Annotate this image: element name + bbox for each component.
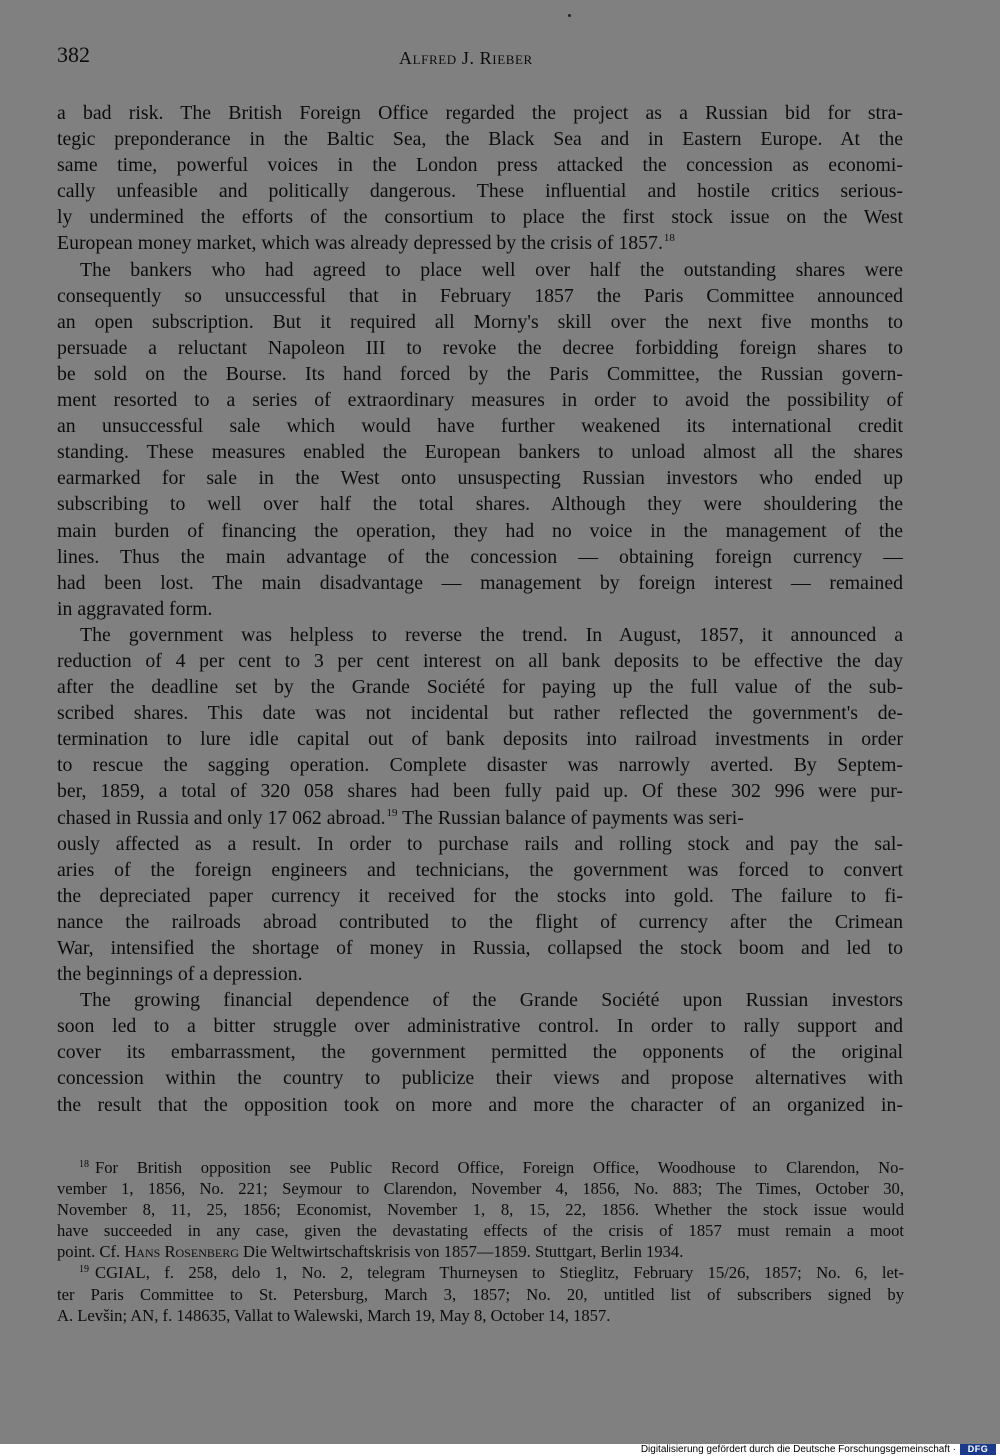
body-line: be sold on the Bourse. Its hand forced by the Paris Committee, the Russian govern- <box>57 362 903 385</box>
footnotes <box>57 1157 904 1326</box>
body-line: standing. These measures enabled the European bankers to unload almost all the shares <box>57 441 903 464</box>
body-line: lines. Thus the main advantage of the concession — obtaining foreign currency — <box>57 545 903 568</box>
body-line-text: European money market, which was already depressed by the crisis of 1857. <box>57 232 663 255</box>
footnote-19-line: ter Paris Committee to St. Petersburg, March 3, 1857; No. 20, untitled list of subscribers signed by <box>57 1284 904 1304</box>
body-line: main burden of financing the operation, they had no voice in the management of the <box>57 519 903 542</box>
footnote-text: point. Cf. <box>57 1242 125 1262</box>
body-line: had been lost. The main disadvantage — management by foreign interest — remained <box>57 571 903 594</box>
digitization-credit: Digitalisierung gefördert durch die Deutsche Forschungsgemeinschaft · <box>640 1444 956 1455</box>
body-line: the beginnings of a depression. <box>57 963 303 986</box>
footnote-number: 18 <box>79 1159 89 1170</box>
body-line: ously affected as a result. In order to purchase rails and rolling stock and pay the sal- <box>57 832 903 855</box>
running-head-author: Alfred J. Rieber <box>399 48 533 68</box>
body-line: ly undermined the efforts of the consortium to place the first stock issue on the West <box>57 206 903 229</box>
body-line: ment resorted to a series of extraordinary measures in order to avoid the possibility of <box>57 389 903 412</box>
body-line <box>57 230 903 256</box>
body-line-text: The Russian balance of payments was seri- <box>397 806 744 829</box>
body-line: War, intensified the shortage of money in Russia, collapsed the stock boom and led to <box>57 937 903 959</box>
body-line: scribed shares. This date was not incidental but rather reflected the government's de- <box>57 702 903 725</box>
footnote-ref-19: 19 <box>386 806 398 819</box>
footnote-19-line: A. Levšin; AN, f. 148635, Vallat to Walewski, March 19, May 8, October 14, 1857. <box>57 1305 611 1325</box>
body-line: soon led to a bitter struggle over administrative control. In order to rally support and <box>57 1015 903 1038</box>
body-line: consequently so unsuccessful that in February 1857 the Paris Committee announced <box>57 284 903 307</box>
body-line: tegic preponderance in the Baltic Sea, the Black Sea and in Eastern Europe. At the <box>57 128 903 151</box>
body-line: to rescue the sagging operation. Complete disaster was narrowly averted. By Septem- <box>57 754 903 777</box>
body-line: the result that the opposition took on more and more the character of an organized in- <box>57 1093 903 1116</box>
footnote-19-line <box>57 1262 904 1283</box>
body-line: a bad risk. The British Foreign Office regarded the project as a Russian bid for stra- <box>57 102 903 124</box>
footnote-text: For British opposition see Public Record Office, Foreign Office, Woodhouse to Clarendon, No- <box>95 1158 904 1177</box>
body-line: subscribing to well over half the total shares. Although they were shouldering the <box>57 493 903 516</box>
body-line: The growing financial dependence of the Grande Société upon Russian investors <box>80 989 903 1012</box>
footnote-18-line: November 8, 11, 25, 1856; Economist, November 1, 8, 15, 22, 1856. Whether the stock issue would <box>57 1200 904 1220</box>
body-line: an unsuccessful sale which would have further weakened its international credit <box>57 415 903 438</box>
body-line <box>57 805 903 831</box>
footnote-18-line <box>57 1157 904 1178</box>
body-line: earmarked for sale in the West onto unsuspecting Russian investors who ended up <box>57 467 903 490</box>
body-line: cally unfeasible and politically dangerous. These influential and hostile critics serious- <box>57 180 903 203</box>
footnote-18-line: have succeeded in any case, given the devastating effects of the crisis of 1857 must remain a moot <box>57 1221 904 1241</box>
scan-speck <box>568 14 571 17</box>
body-line: reduction of 4 per cent to 3 per cent interest on all bank deposits to be effective the day <box>57 649 903 672</box>
body-line: cover its embarrassment, the government permitted the opponents of the original <box>57 1041 903 1064</box>
body-line: aries of the foreign engineers and technicians, the government was forced to convert <box>57 858 903 881</box>
body-line: concession within the country to publicize their views and propose alternatives with <box>57 1067 903 1090</box>
dfg-logo-icon: DFG <box>960 1444 996 1455</box>
body-line-text: chased in Russia and only 17 062 abroad. <box>57 806 386 829</box>
body-line: termination to lure idle capital out of bank deposits into railroad investments in order <box>57 728 903 751</box>
footnote-text: CGIAL, f. 258, delo 1, No. 2, telegram Thurneysen to Stieglitz, February 15/26, 1857; No. 6, let- <box>95 1263 904 1283</box>
body-line: The government was helpless to reverse the trend. In August, 1857, it announced a <box>80 623 903 646</box>
page-number: 382 <box>57 42 90 67</box>
body-line: the depreciated paper currency it received for the stocks into gold. The failure to fi- <box>57 884 903 907</box>
body-line: an open subscription. But it required all Morny's skill over the next five months to <box>57 310 903 333</box>
footnote-18-line: vember 1, 1856, No. 221; Seymour to Clarendon, November 4, 1856, No. 883; The Times, October 30, <box>57 1179 904 1199</box>
body-line: same time, powerful voices in the London press attacked the concession as economi- <box>57 154 903 177</box>
body-line: persuade a reluctant Napoleon III to revoke the decree forbidding foreign shares to <box>57 336 903 359</box>
footnote-number: 19 <box>79 1264 89 1276</box>
footnote-ref-18: 18 <box>663 232 675 245</box>
running-head <box>57 40 904 72</box>
body-line: nance the railroads abroad contributed to the flight of currency after the Crimean <box>57 910 903 933</box>
cited-author: Hans Rosenberg <box>124 1242 239 1262</box>
body-text <box>57 100 903 1118</box>
footnote-text: Die Weltwirtschaftskrisis von 1857—1859. Stuttgart, Berlin 1934. <box>238 1242 684 1262</box>
body-line: after the deadline set by the Grande Société for paying up the full value of the sub- <box>57 676 903 699</box>
body-line: in aggravated form. <box>57 597 213 620</box>
body-line: ber, 1859, a total of 320 058 shares had been fully paid up. Of these 302 996 were pur- <box>57 780 903 803</box>
body-line: The bankers who had agreed to place well over half the outstanding shares were <box>80 258 903 281</box>
footnote-18-line <box>57 1241 904 1262</box>
